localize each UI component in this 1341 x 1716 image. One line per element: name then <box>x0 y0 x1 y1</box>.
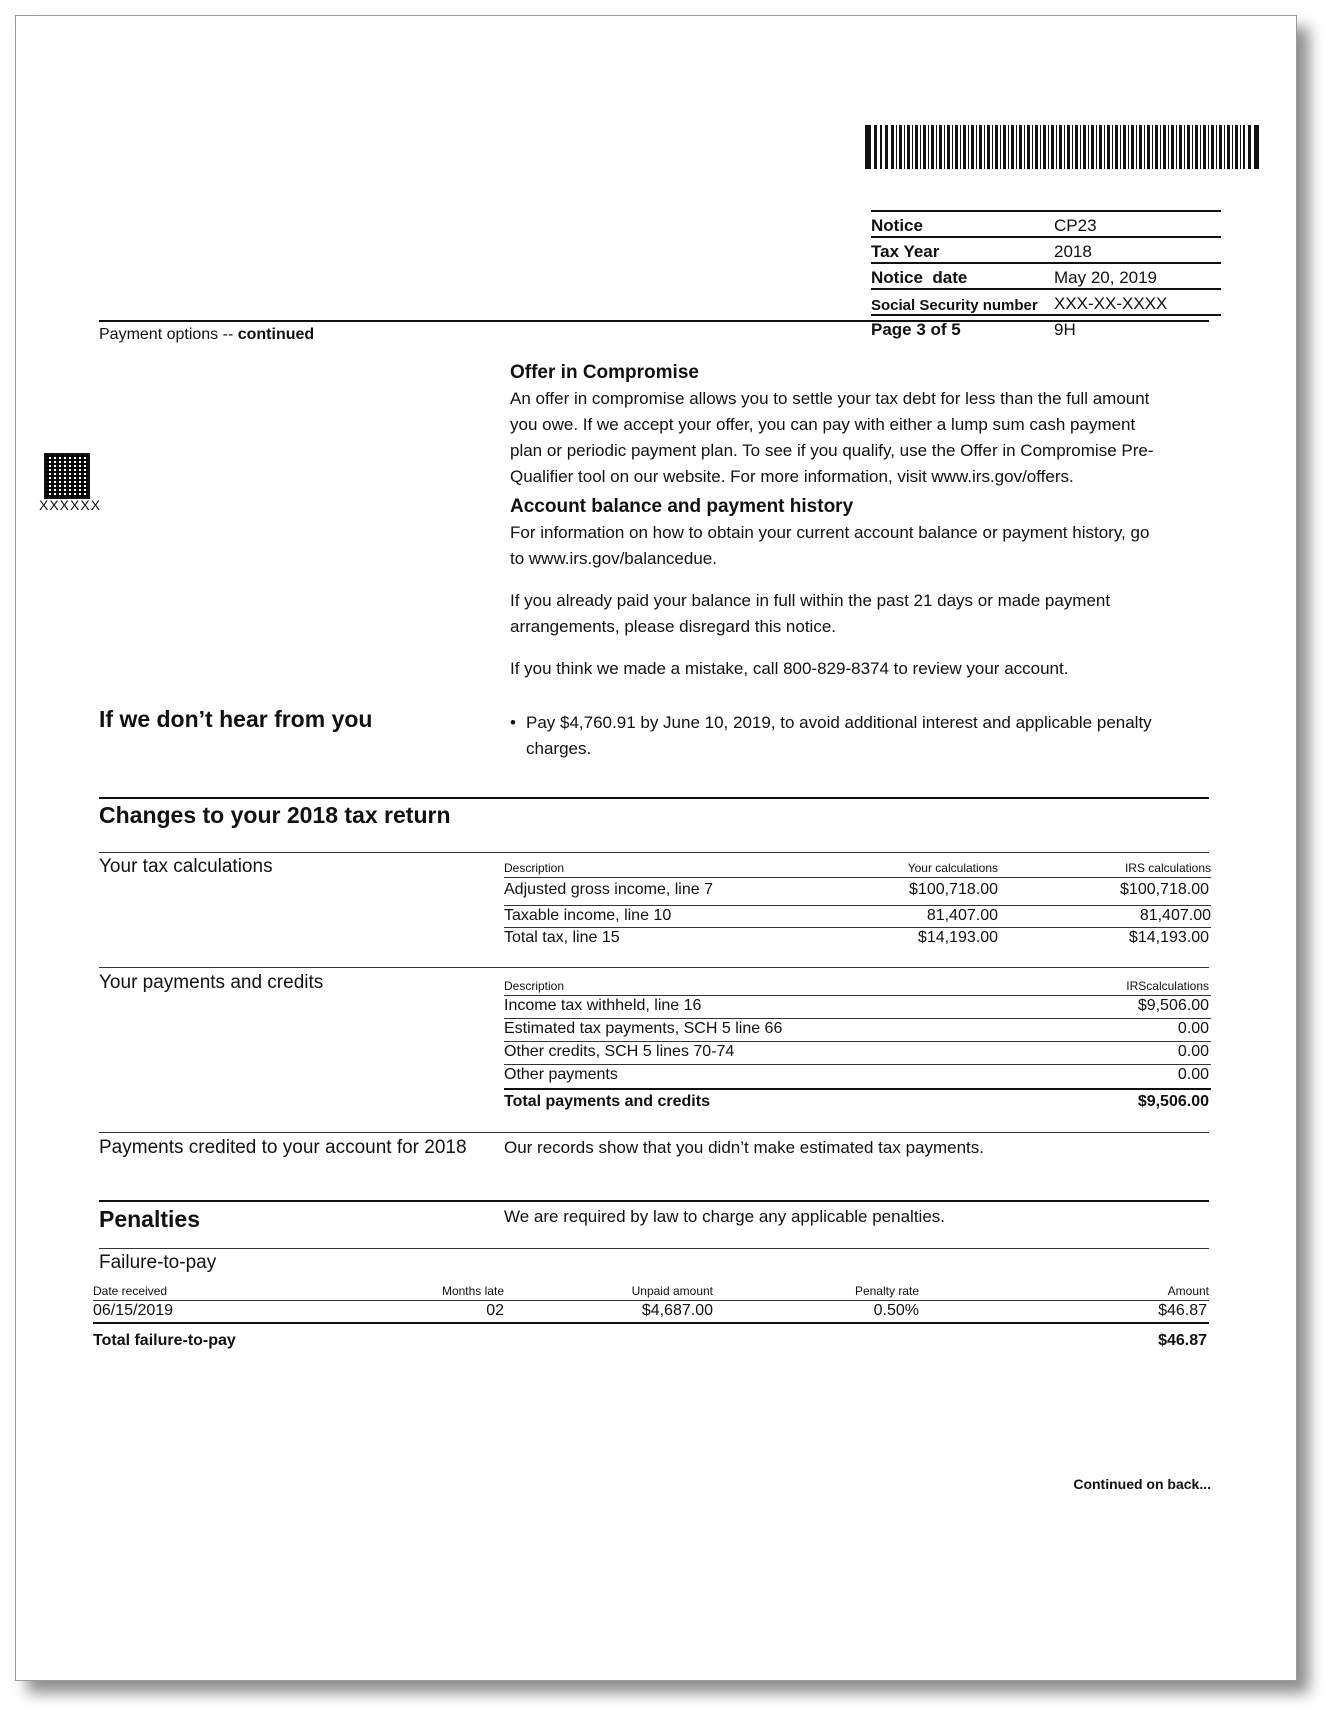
table-cell: $14,193.00 <box>917 929 998 946</box>
payment-options-heading <box>99 326 314 344</box>
hear-text <box>526 710 1216 762</box>
row-divider <box>504 1088 1211 1090</box>
table-cell: $100,718.00 <box>909 881 998 898</box>
divider <box>99 1248 1209 1249</box>
table-cell: $14,193.00 <box>1128 929 1209 946</box>
barcode <box>865 125 1259 169</box>
hear-title: If we don’t hear from you <box>99 706 373 732</box>
credited-text: Our records show that you didn’t make estimated tax payments. <box>504 1138 985 1157</box>
notice-row-value: CP23 <box>1054 216 1097 235</box>
notice-row <box>871 264 1221 290</box>
payment-options-prefix: Payment options -- <box>99 326 238 343</box>
notice-row <box>871 238 1221 264</box>
hear-bullet: • <box>510 713 516 732</box>
tax-calc-table <box>504 861 1211 961</box>
penalties-text: We are required by law to charge any applicable penalties. <box>504 1207 946 1226</box>
table-cell: $9,506.00 <box>1137 997 1209 1014</box>
offer-line: Qualifier tool on our website. For more information, visit www.irs.gov/offers. <box>510 467 1074 486</box>
col-header: IRScalculations <box>1126 979 1209 993</box>
hear-line: charges. <box>526 739 592 758</box>
notice-row-label: Notice date <box>871 268 968 287</box>
notice-row-value: 9H <box>1054 320 1076 339</box>
divider <box>99 1200 1209 1202</box>
row-divider <box>504 1064 1211 1065</box>
ftp-table <box>93 1284 1209 1364</box>
tax-calc-label: Your tax calculations <box>99 856 273 877</box>
divider <box>99 852 1209 853</box>
col-header: Your calculations <box>907 861 998 875</box>
col-header: Date received <box>93 1284 168 1298</box>
notice-row-label: Tax Year <box>871 242 940 261</box>
row-divider <box>504 995 1211 996</box>
paid-line: arrangements, please disregard this notice. <box>510 617 837 636</box>
table-cell: Taxable income, line 10 <box>504 907 672 924</box>
row-divider <box>504 877 1211 878</box>
balance-line: For information on how to obtain your current account balance or payment history, go <box>510 523 1150 542</box>
offer-title: Offer in Compromise <box>510 362 699 383</box>
table-cell: 0.50% <box>873 1302 919 1319</box>
row-divider <box>504 927 1211 928</box>
table-cell: Other payments <box>504 1066 618 1083</box>
row-divider <box>93 1300 1209 1301</box>
continued-on-back: Continued on back... <box>1073 1476 1211 1492</box>
payment-options-continued: continued <box>237 326 315 343</box>
paid-text <box>510 588 1210 640</box>
table-cell: Other credits, SCH 5 lines 70-74 <box>504 1043 735 1060</box>
table-cell: 02 <box>486 1302 504 1319</box>
total-label: Total payments and credits <box>504 1093 710 1110</box>
table-cell: 0.00 <box>1177 1043 1209 1060</box>
balance-text <box>510 520 1210 572</box>
col-header: Amount <box>1167 1284 1209 1298</box>
col-header: Penalty rate <box>854 1284 919 1298</box>
offer-line: you owe. If we accept your offer, you can pay with either a lump sum cash payment <box>510 415 1136 434</box>
table-cell: 0.00 <box>1177 1020 1209 1037</box>
notice-row-label: Page 3 of 5 <box>871 320 961 339</box>
changes-title: Changes to your 2018 tax return <box>99 802 451 828</box>
table-cell: $100,718.00 <box>1120 881 1209 898</box>
table-cell: $46.87 <box>1158 1302 1207 1319</box>
row-divider <box>93 1322 1209 1324</box>
total-value: $9,506.00 <box>1137 1093 1209 1110</box>
notice-row-value: XXX-XX-XXXX <box>1054 294 1168 313</box>
divider <box>99 967 1209 968</box>
penalties-title: Penalties <box>99 1206 200 1232</box>
notice-row-value: 2018 <box>1054 242 1092 261</box>
side-code: XXXXXX <box>39 497 102 513</box>
col-header: Months late <box>441 1284 504 1298</box>
notice-row <box>871 210 1221 238</box>
ftp-total-label: Total failure-to-pay <box>93 1332 236 1349</box>
payments-table <box>504 979 1211 1119</box>
offer-text <box>510 386 1210 490</box>
notice-row-label: Notice <box>871 216 923 235</box>
divider <box>99 1132 1209 1133</box>
notice-page <box>15 15 1297 1681</box>
balance-title: Account balance and payment history <box>510 496 854 517</box>
payments-label: Your payments and credits <box>99 972 324 993</box>
col-header: Unpaid amount <box>631 1284 713 1298</box>
table-cell: Adjusted gross income, line 7 <box>504 881 713 898</box>
row-divider <box>504 905 1211 906</box>
col-header: Description <box>504 979 565 993</box>
hear-line: Pay $4,760.91 by June 10, 2019, to avoid additional interest and applicable penalty <box>526 713 1152 732</box>
col-header: Description <box>504 861 565 875</box>
col-header: IRS calculations <box>1124 861 1211 875</box>
table-cell: Estimated tax payments, SCH 5 line 66 <box>504 1020 783 1037</box>
paid-line: If you already paid your balance in full within the past 21 days or made payment <box>510 591 1111 610</box>
notice-row-label: Social Security number <box>871 297 1038 314</box>
table-cell: $4,687.00 <box>641 1302 713 1319</box>
row-divider <box>504 1041 1211 1042</box>
balance-line: to www.irs.gov/balancedue. <box>510 549 717 568</box>
qr-code <box>44 453 90 499</box>
table-cell: 06/15/2019 <box>93 1302 174 1319</box>
credited-label: Payments credited to your account for 2018 <box>99 1137 467 1158</box>
mistake-text: If you think we made a mistake, call 800-829-8374 to review your account. <box>510 659 1069 678</box>
table-cell: 81,407.00 <box>926 907 998 924</box>
notice-row <box>871 290 1221 316</box>
table-cell: 0.00 <box>1177 1066 1209 1083</box>
divider <box>99 320 1209 322</box>
offer-line: An offer in compromise allows you to settle your tax debt for less than the full amount <box>510 389 1150 408</box>
ftp-total-value: $46.87 <box>1158 1332 1207 1349</box>
divider <box>99 797 1209 799</box>
offer-line: plan or periodic payment plan. To see if you qualify, use the Offer in Compromise Pre- <box>510 441 1154 460</box>
notice-row-value: May 20, 2019 <box>1054 268 1158 287</box>
row-divider <box>504 1018 1211 1019</box>
table-cell: Income tax withheld, line 16 <box>504 997 702 1014</box>
ftp-title: Failure-to-pay <box>99 1252 217 1273</box>
table-cell: 81,407.00 <box>1139 907 1211 924</box>
table-cell: Total tax, line 15 <box>504 929 620 946</box>
